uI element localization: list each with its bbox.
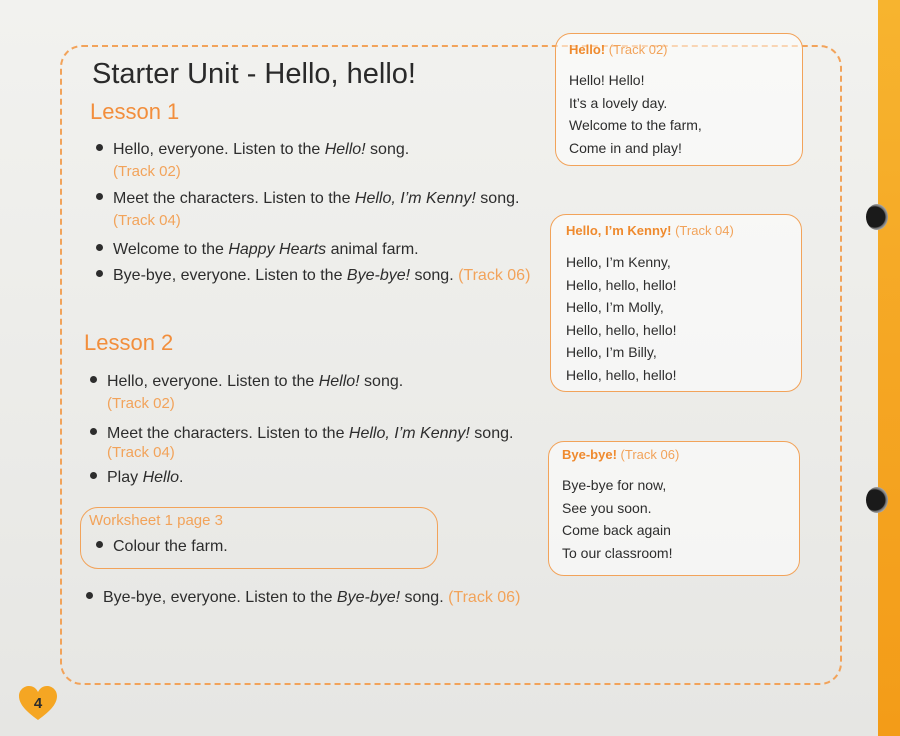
track-label: (Track 06) <box>458 267 531 284</box>
bullet <box>90 428 97 435</box>
bullet <box>96 144 103 151</box>
lesson1-heading: Lesson 1 <box>90 99 180 124</box>
track-label: (Track 04) <box>113 212 181 229</box>
song-title: Bye-bye! (Track 06) <box>562 447 680 462</box>
lesson1-item-3: Welcome to the Happy Hearts animal farm. <box>96 240 419 260</box>
bullet <box>86 592 93 599</box>
lesson2-final-item: Bye-bye, everyone. Listen to the Bye-bye! song. (Track 06) <box>86 588 520 608</box>
worksheet-label: Worksheet 1 page 3 <box>89 512 223 529</box>
track-label: (Track 06) <box>448 589 521 606</box>
lesson1-item-2: Meet the characters. Listen to the Hello, I’m Kenny! song. <box>96 189 519 209</box>
binder-hole <box>866 204 888 230</box>
bullet <box>90 472 97 479</box>
binder-hole <box>866 487 888 513</box>
song-lyrics: Hello, I’m Kenny, Hello, hello, hello! Hello, I’m Molly, Hello, hello, hello! Hello, I’m Billy, Hello, hello, hello! <box>566 254 677 383</box>
lesson1-item-1: Hello, everyone. Listen to the Hello! song. <box>96 140 409 160</box>
bullet <box>96 541 103 548</box>
lesson1-item-4: Bye-bye, everyone. Listen to the Bye-bye! song. (Track 06) <box>96 266 530 286</box>
song-title: Hello, I’m Kenny! (Track 04) <box>566 223 734 238</box>
track-label: (Track 04) <box>107 444 175 461</box>
orange-side-strip <box>878 0 900 736</box>
lesson2-item-3: Play Hello. <box>90 468 184 488</box>
lesson2-heading: Lesson 2 <box>84 330 174 355</box>
page-number: 4 <box>18 686 58 722</box>
bullet <box>96 193 103 200</box>
song-lyrics: Bye-bye for now, See you soon. Come back again To our classroom! <box>562 477 673 561</box>
song-lyrics: Hello! Hello! It’s a lovely day. Welcome to the farm, Come in and play! <box>569 72 702 156</box>
lesson2-item-1: Hello, everyone. Listen to the Hello! song. <box>90 372 403 392</box>
track-label: (Track 02) <box>107 395 175 412</box>
track-label: (Track 02) <box>113 163 181 180</box>
bullet <box>96 270 103 277</box>
song-title: Hello! (Track 02) <box>569 42 668 57</box>
worksheet-item: Colour the farm. <box>96 537 228 557</box>
lesson2-item-2: Meet the characters. Listen to the Hello, I’m Kenny! song. <box>90 424 513 444</box>
bullet <box>96 244 103 251</box>
page-title: Starter Unit - Hello, hello! <box>92 58 416 90</box>
bullet <box>90 376 97 383</box>
